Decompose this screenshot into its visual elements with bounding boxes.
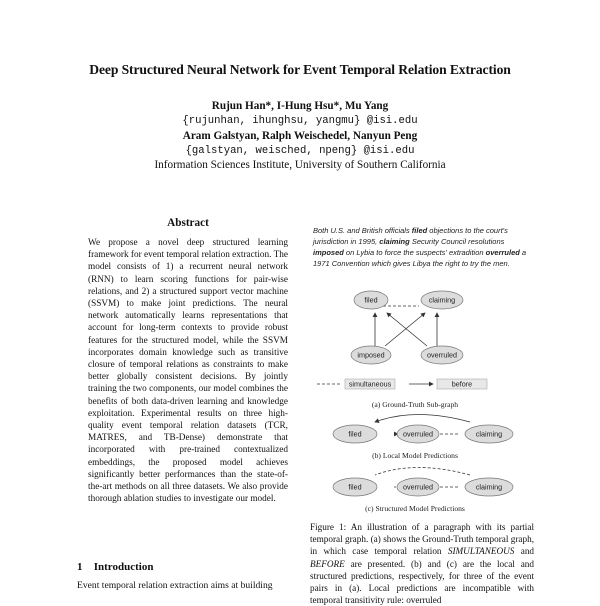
event-word: claiming [379,237,410,246]
caption-relation: BEFORE [310,558,345,569]
example-text: on Lybia to force the suspects' extradition [343,248,486,257]
caption-text: Figure 1: An illustration of a paragraph with its partial temporal graph. (a) shows the Ground-Truth temporal graph, in which case temporal relation [310,522,534,557]
legend-before: before [451,379,473,389]
edge-before [387,313,427,346]
node-label: claiming [475,482,503,492]
example-text: Both U.S. and British officials [313,226,412,235]
event-word: overruled [485,248,520,257]
affiliation: Information Sciences Institute, University of Southern California [154,159,446,171]
emails-line-1: {rujunhan, ihunghsu, yangmu} @isi.edu [182,115,418,127]
caption-relation: SIMULTANEOUS [447,546,515,557]
caption-text: are presented. (b) and (c) are the local and structured predictions, respectively, for three of the event pairs in (a). Local predictions are incompatible with temporal transitivity rule: overruled [310,558,534,606]
example-text: a 1971 Convention which gives Libya the right to try the men. [313,248,527,268]
paper-title: Deep Structured Neural Network for Event Temporal Relation Extraction [89,62,511,77]
edge-claiming-filed [375,468,470,476]
subcaption-b: (b) Local Model Predictions [372,451,458,460]
subcaption-a: (a) Ground-Truth Sub-graph [371,400,459,409]
edge-claiming-filed [375,415,470,423]
event-word: imposed [313,248,344,257]
node-label: claiming [475,429,503,439]
node-label: filed [348,482,362,492]
example-text: Security Council resolutions [409,237,505,246]
abstract-body [88,237,288,505]
node-label: filed [364,295,378,305]
graph-a [317,291,487,409]
node-label: overruled [427,350,457,360]
example-text: objections to the court's jurisdiction in 1995, [313,226,508,246]
graph-b [333,415,513,461]
emails-line-2: {galstyan, weisched, npeng} @isi.edu [185,145,415,157]
section-title: Introduction [93,561,154,573]
node-label: claiming [428,295,456,305]
event-word: filed [411,226,428,235]
graph-c [333,468,513,514]
node-label: filed [348,429,362,439]
figure-1-graphs [305,282,535,522]
subcaption-c: (c) Structured Model Predictions [365,504,465,513]
edge-before [385,313,425,346]
example-paragraph [313,225,529,269]
authors-line-2: Aram Galstyan, Ralph Weischedel, Nanyun Peng [182,130,418,142]
introduction-body [77,580,299,592]
abstract-text: We propose a novel deep structured learning framework for event temporal relation extraction. The model consists of 1) a recurrent neural network (RNN) to learn scoring functions for pair-wise relations, and 2) a structured support vector machine (SSVM) to make joint predictions. The neural network automatically learns representations that account for long-term contexts to provide robust features for the structured model, while the SSVM incorporates domain knowledge such as transitive closure of temporal relations as constraints to make better globally consistent decisions. By jointly training the two components, our model combines the benefits of both data-driven learning and knowledge exploitation. Experimental results on three high-quality event temporal relation datasets (TCR, MATRES, and TB-Dense) demonstrate that incorporated with pre-trained contextualized embeddings, the proposed model achieves significantly better performances than the state-of-the-art methods on all three datasets. We also provide thorough ablation studies to investigate our model. [88,238,288,505]
node-label: overruled [403,482,433,492]
section-heading-introduction [77,561,153,573]
node-label: imposed [357,350,385,360]
authors-line-1: Rujun Han*, I-Hung Hsu*, Mu Yang [211,100,389,112]
introduction-text: Event temporal relation extraction aims at building [77,580,273,591]
node-label: overruled [403,429,433,439]
section-number: 1 [77,561,83,573]
legend-simultaneous: simultaneous [348,379,392,389]
abstract-heading: Abstract [167,217,209,229]
figure-caption [310,521,534,606]
caption-text: and [514,546,535,557]
